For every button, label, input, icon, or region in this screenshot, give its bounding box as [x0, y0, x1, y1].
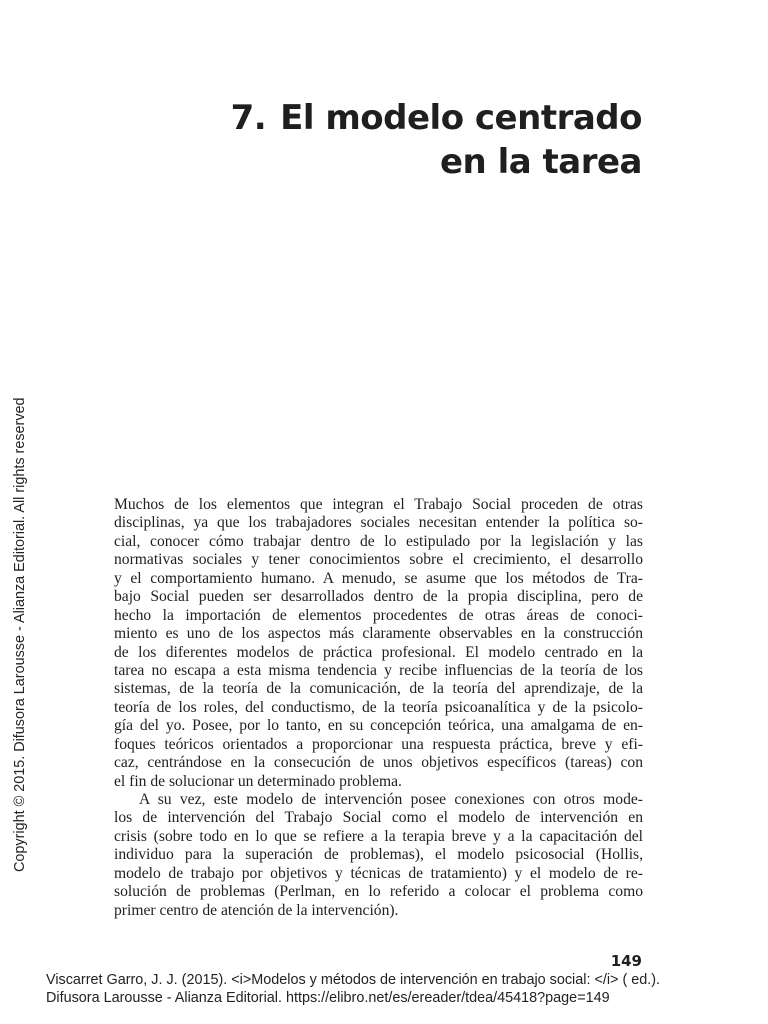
text-line: primer centro de atención de la intervención).	[114, 901, 399, 919]
text-line: Muchos de los elementos que integran el Trabajo Social proceden de otras	[114, 496, 643, 513]
text-line: tarea no escapa a esta misma tendencia y recibe influencias de la teoría de los	[114, 661, 643, 679]
citation-line-2: Difusora Larousse - Alianza Editorial. https://elibro.net/es/ereader/tdea/45418?page=149	[46, 989, 610, 1006]
chapter-title-line-1	[122, 96, 642, 140]
text-line: foques teóricos orientados a proporcionar una respuesta práctica, breve y efi-	[114, 735, 643, 753]
text-line: solución de problemas (Perlman, en lo referido a colocar el problema como	[114, 883, 643, 901]
text-line: de los diferentes modelos de práctica profesional. El modelo centrado en la	[114, 643, 643, 661]
text-line: caz, centrándose en la consecución de unos objetivos específicos (tareas) con	[114, 754, 643, 772]
paragraph-2	[114, 791, 643, 920]
text-line: teoría de los roles, del conductismo, de la teoría psicoanalítica y de la psicolo-	[114, 698, 643, 716]
text-line: modelo de trabajo por objetivos y técnicas de tratamiento) y el modelo de re-	[114, 864, 643, 882]
text-line: el fin de solucionar un determinado problema.	[114, 772, 402, 790]
chapter-title-text-1: El modelo centrado	[280, 98, 642, 138]
paragraph-1	[114, 496, 643, 791]
text-line: individuo para la superación de problemas), el modelo psicosocial (Hollis,	[114, 846, 643, 864]
text-line: disciplinas, ya que los trabajadores sociales necesitan entender la política so-	[114, 514, 643, 532]
text-line: bajo Social pueden ser desarrollados dentro de la propia disciplina, pero de	[114, 588, 643, 606]
text-line: cial, conocer cómo trabajar dentro de lo estipulado por la legislación y las	[114, 532, 643, 550]
text-line: normativas sociales y tener conocimientos sobre el crecimiento, el desarrollo	[114, 551, 643, 569]
body-text	[114, 496, 643, 920]
text-line: miento es uno de los aspectos más claramente observables en la construcción	[114, 625, 643, 643]
text-line: y el comportamiento humano. A menudo, se asume que los métodos de Tra-	[114, 569, 643, 587]
text-line: crisis (sobre todo en lo que se refiere a la terapia breve y a la capacitación del	[114, 827, 643, 845]
page-number: 149	[610, 952, 642, 970]
chapter-title-line-2: en la tarea	[439, 142, 642, 182]
text-line: los de intervención del Trabajo Social como el modelo de intervención en	[114, 809, 643, 827]
citation	[46, 972, 746, 1007]
text-line: sistemas, de la teoría de la comunicación, de la teoría del aprendizaje, de la	[114, 680, 643, 698]
text-line: A su vez, este modelo de intervención posee conexiones con otros mode-	[139, 791, 643, 808]
text-line: gía del yo. Posee, por lo tanto, en su concepción teórica, una amalgama de en-	[114, 717, 643, 735]
chapter-title	[122, 96, 642, 184]
chapter-number: 7.	[230, 98, 267, 138]
copyright-notice	[10, 397, 30, 872]
citation-line-1: Viscarret Garro, J. J. (2015). <i>Modelos y métodos de intervención en trabajo social: </i> ( ed.).	[46, 972, 661, 988]
copyright-text: Copyright © 2015. Difusora Larousse - Alianza Editorial. All rights reserved	[12, 397, 28, 872]
text-line: hecho la importación de elementos procedentes de otras áreas de conoci-	[114, 606, 643, 624]
